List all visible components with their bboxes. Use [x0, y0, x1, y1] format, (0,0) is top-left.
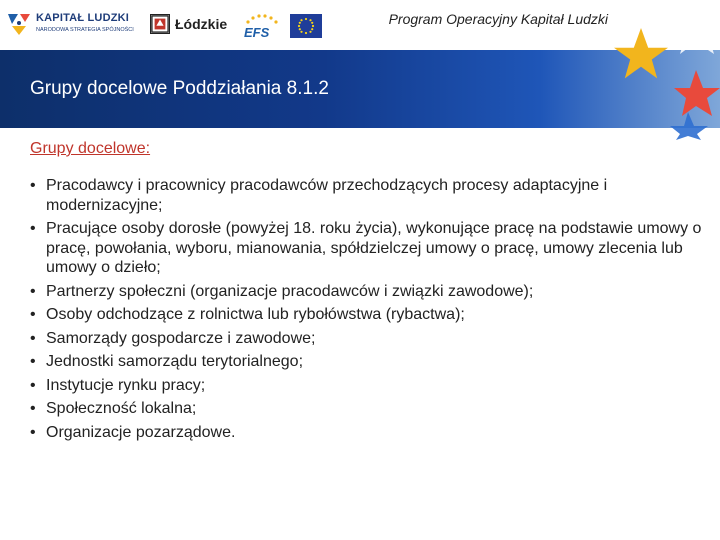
list-item: • Instytucje rynku pracy;	[30, 376, 705, 396]
lodzkie-emblem-icon	[150, 14, 170, 34]
kapital-ludzki-flag-icon	[6, 10, 32, 36]
list-item: • Pracujące osoby dorosłe (powyżej 18. roku życia), wykonujące pracę na podstawie umowy o pracę, powołania, wyboru, mianowania, spółdzielczej umowy o pracę, umowy zlecenia lub umowy o dzieło;	[30, 219, 705, 278]
efs-stars-icon	[242, 12, 278, 26]
section-heading: Grupy docelowe:	[30, 140, 151, 157]
list-item: • Pracodawcy i pracownicy pracodawców przechodzących procesy adaptacyjne i modernizacyjne;	[30, 176, 705, 215]
list-item: • Partnerzy społeczni (organizacje pracodawców i związki zawodowe);	[30, 282, 705, 302]
efs-label: EFS	[244, 25, 270, 40]
slide-title: Grupy docelowe Poddziałania 8.1.2	[30, 78, 329, 99]
list-item: • Samorządy gospodarcze i zawodowe;	[30, 329, 705, 349]
list-item: • Jednostki samorządu terytorialnego;	[30, 352, 705, 372]
kapital-ludzki-subtitle: NARODOWA STRATEGIA SPÓJNOŚCI	[36, 27, 134, 33]
logo-bar	[0, 0, 360, 50]
list-item: • Osoby odchodzące z rolnictwa lub rybołówstwa (rybactwa);	[30, 305, 705, 325]
program-name: Program Operacyjny Kapitał Ludzki	[388, 11, 608, 27]
lodzkie-label: Łódzkie	[175, 16, 228, 32]
eu-flag-icon	[290, 14, 322, 38]
target-groups-list	[30, 176, 705, 442]
content-area	[30, 140, 705, 446]
efs-logo	[242, 12, 278, 42]
list-item: • Organizacje pozarządowe.	[30, 423, 705, 443]
kapital-ludzki-title: KAPITAŁ LUDZKI	[36, 12, 130, 24]
list-item: • Społeczność lokalna;	[30, 399, 705, 419]
decorative-stars-icon	[600, 0, 720, 140]
kapital-ludzki-logo	[6, 10, 138, 42]
lodzkie-logo	[150, 14, 232, 38]
